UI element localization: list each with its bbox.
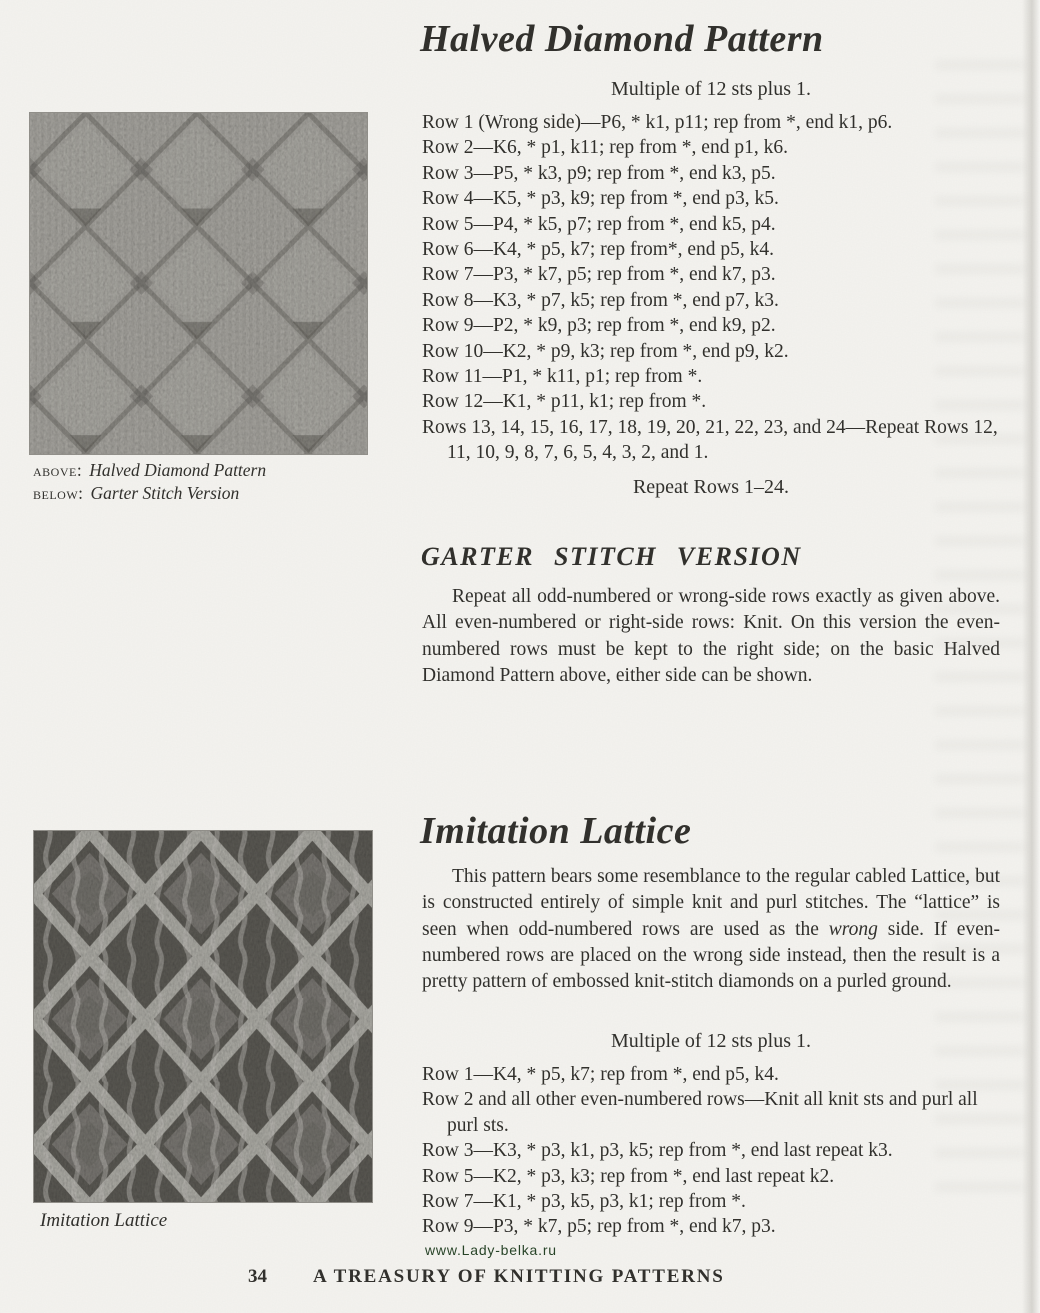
halved-diamond-instructions bbox=[422, 110, 1000, 466]
knit-texture-image bbox=[30, 113, 367, 454]
imitation-lattice-swatch-photo bbox=[33, 830, 373, 1203]
pattern-row: Row 7—K1, * p3, k5, p3, k1; rep from *. bbox=[422, 1191, 746, 1213]
imitation-lattice-paragraph bbox=[422, 864, 1000, 995]
pattern-row: Row 12—K1, * p11, k1; rep from *. bbox=[422, 391, 707, 413]
pattern-row: Row 1 (Wrong side)—P6, * k1, p11; rep from *, end k1, p6. bbox=[422, 112, 893, 133]
text-segment: side. If even-numbered rows are placed on the wrong side instead, then the result is a pretty pattern of embossed knit-stitch diamonds on a purled ground. bbox=[422, 918, 1000, 993]
stitch-multiple-note-1: Multiple of 12 sts plus 1. bbox=[610, 78, 811, 100]
imitation-lattice-caption: Imitation Lattice bbox=[40, 1210, 168, 1231]
imitation-lattice-instructions bbox=[422, 1062, 1000, 1240]
pattern-row: Row 8—K3, * p7, k5; rep from *, end p7, k3. bbox=[422, 289, 779, 311]
repeat-note: Repeat Rows 1–24. bbox=[632, 476, 790, 498]
garter-version-heading: GARTER STITCH VERSION bbox=[421, 542, 802, 571]
caption-label-below: below: bbox=[33, 482, 84, 503]
pattern-row: Row 11—P1, * k11, p1; rep from *. bbox=[422, 366, 703, 388]
pattern-row: Row 2 and all other even-numbered rows—Knit all knit sts and purl all purl sts. bbox=[422, 1089, 978, 1136]
text-segment: This pattern bears some resemblance to the regular cabled Lattice, but is constructed entirely of simple knit and purl stitches. The “lattice” is seen when odd-numbered rows are used as the bbox=[422, 866, 1000, 940]
imitation-lattice-title: Imitation Lattice bbox=[420, 810, 692, 852]
halved-diamond-title: Halved Diamond Pattern bbox=[420, 18, 824, 60]
page-footer bbox=[248, 1266, 725, 1288]
pattern-row: Row 10—K2, * p9, k3; rep from *, end p9, k2. bbox=[422, 340, 789, 362]
pattern-row: Row 4—K5, * p3, k9; rep from *, end p3, k5. bbox=[422, 188, 779, 210]
caption-text-below: Garter Stitch Version bbox=[90, 482, 240, 503]
pattern-row: Row 6—K4, * p5, k7; rep from*, end p5, k4. bbox=[422, 239, 775, 261]
caption-line-below bbox=[33, 482, 266, 505]
pattern-row: Rows 13, 14, 15, 16, 17, 18, 19, 20, 21, 22, 23, and 24—Repeat Rows 12, 11, 10, 9, 8, 7, 6, 5, 4, 3, 2, and 1. bbox=[422, 416, 998, 464]
pattern-row: Row 3—K3, * p3, k1, p3, k5; rep from *, end last repeat k3. bbox=[422, 1140, 893, 1162]
book-title: A TREASURY OF KNITTING PATTERNS bbox=[313, 1266, 725, 1287]
pattern-row: Row 5—K2, * p3, k3; rep from *, end last repeat k2. bbox=[422, 1165, 835, 1187]
garter-version-paragraph: Repeat all odd-numbered or wrong-side rows exactly as given above. All even-numbered or right-side rows: Knit. On this version the even-numbered rows must be kept to the right side; on the basic Halved Diamond Pattern above, either side can be shown. bbox=[422, 586, 1000, 686]
caption-line-above bbox=[33, 459, 266, 482]
page-number: 34 bbox=[248, 1266, 267, 1287]
pattern-row: Row 9—P2, * k9, p3; rep from *, end k9, p2. bbox=[422, 315, 776, 337]
knit-texture-image bbox=[34, 831, 372, 1202]
caption-text-above: Halved Diamond Pattern bbox=[89, 460, 267, 480]
page-edge-shadow bbox=[1022, 0, 1040, 1313]
pattern-row: Row 7—P3, * k7, p5; rep from *, end k7, p3. bbox=[422, 264, 776, 286]
stitch-multiple-note-2: Multiple of 12 sts plus 1. bbox=[610, 1030, 811, 1052]
pattern-row: Row 3—P5, * k3, p9; rep from *, end k3, p5. bbox=[422, 162, 776, 184]
pattern-row: Row 5—P4, * k5, p7; rep from *, end k5, p4. bbox=[422, 213, 776, 235]
caption-label-above: above: bbox=[33, 460, 83, 480]
pattern-row: Row 2—K6, * p1, k11; rep from *, end p1, k6. bbox=[422, 137, 788, 159]
watermark: www.Lady-belka.ru bbox=[425, 1242, 557, 1258]
pattern-row: Row 1—K4, * p5, k7; rep from *, end p5, k4. bbox=[422, 1064, 779, 1085]
emphasis-text: wrong bbox=[828, 918, 878, 940]
show-through-ghost bbox=[935, 60, 1025, 1210]
halved-diamond-caption bbox=[33, 459, 266, 504]
halved-diamond-swatch-photo bbox=[29, 112, 368, 455]
pattern-row: Row 9—P3, * k7, p5; rep from *, end k7, p3. bbox=[422, 1216, 776, 1238]
